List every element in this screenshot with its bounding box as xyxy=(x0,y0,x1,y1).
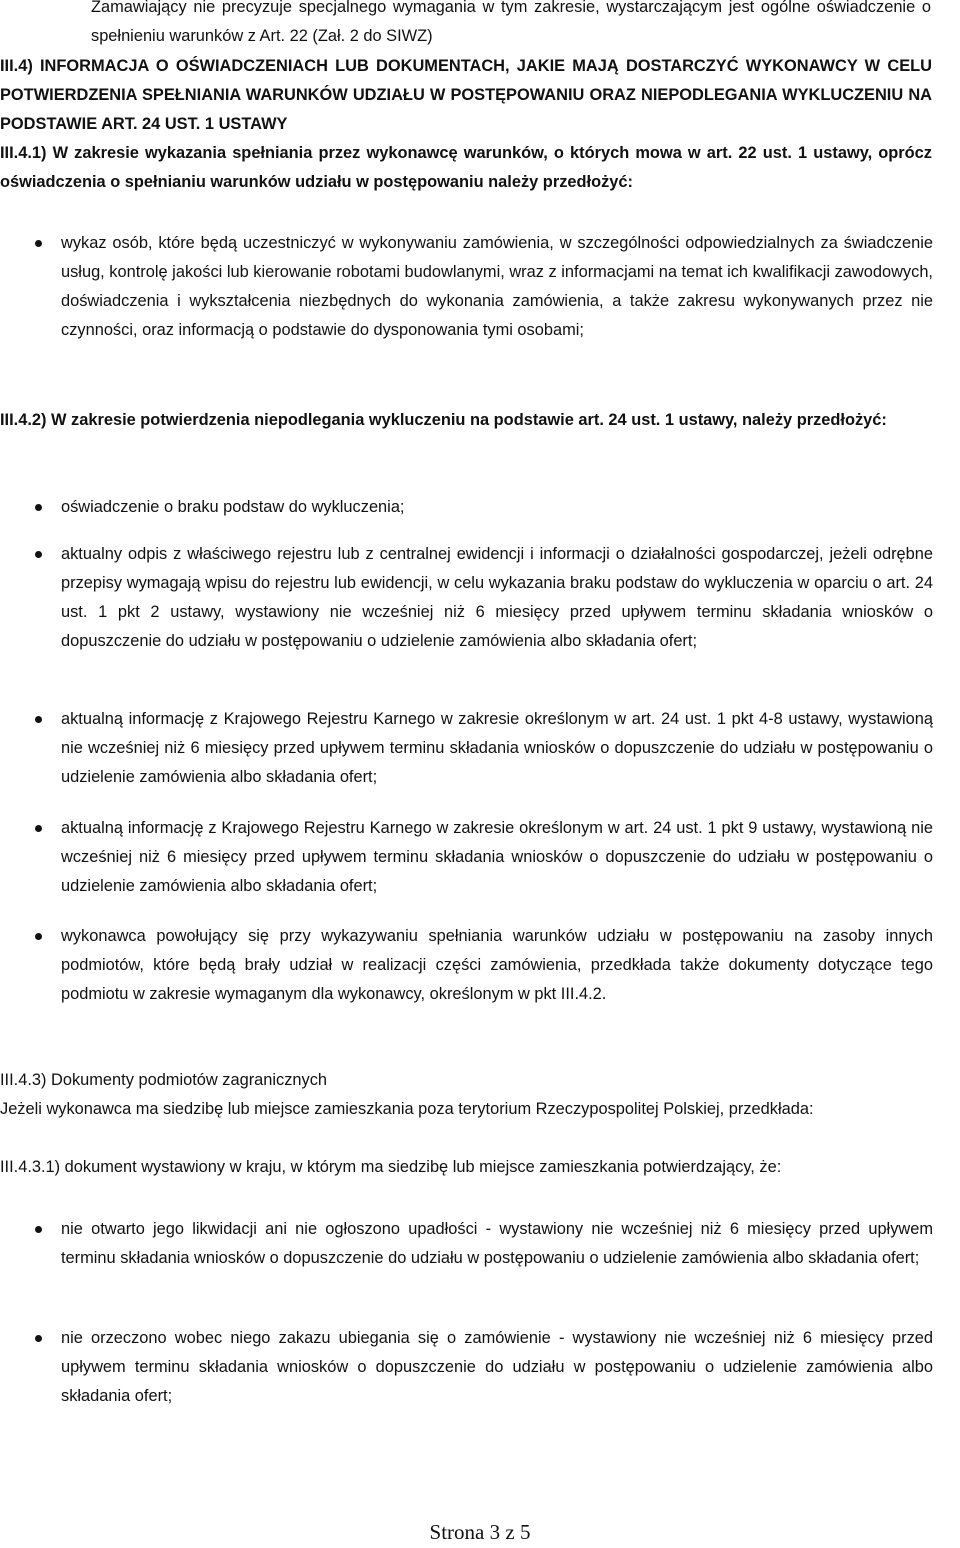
list-item: wykaz osób, które będą uczestniczyć w wykonywaniu zamówienia, w szczególności odpowiedzialnych za świadczenie usług, kontrolę jakości lub kierowanie robotami budowlanymi, wraz z informacjami na temat ich kwalifikacji zawodowych, doświadczenia i wykształcenia niezbędnych do wykonania zamówienia, a także zakresu wykonywanych przez nie czynności, oraz informacją o podstawie do dysponowania tymi osobami; xyxy=(61,234,933,339)
list-item: oświadczenie o braku podstaw do wykluczenia; xyxy=(61,498,405,516)
page-footer: Strona 3 z 5 xyxy=(429,1520,531,1544)
bullet-icon xyxy=(35,716,42,723)
bullet-icon xyxy=(35,1335,42,1342)
section-heading-iii4: III.4) INFORMACJA O OŚWIADCZENIACH LUB DOKUMENTACH, JAKIE MAJĄ DOSTARCZYĆ WYKONAWCY W CELU POTWIERDZENIA SPEŁNIANIA WARUNKÓW UDZIAŁU W POSTĘPOWANIU ORAZ NIEPODLEGANIA WYKLUCZENIU NA PODSTAWIE ART. 24 UST. 1 USTAWY xyxy=(0,57,932,133)
list-item: nie orzeczono wobec niego zakazu ubiegania się o zamówienie - wystawiony nie wcześniej niż 6 miesięcy przed upływem terminu składania wniosków o dopuszczenie do udziału w postępowaniu o udzielenie zamówienia albo składania ofert; xyxy=(61,1329,933,1405)
bullet-icon xyxy=(35,933,42,940)
bullet-icon xyxy=(35,504,42,511)
bullet-icon xyxy=(35,825,42,832)
bullet-icon xyxy=(35,240,42,247)
list-item: nie otwarto jego likwidacji ani nie ogłoszono upadłości - wystawiony nie wcześniej niż 6 miesięcy przed upływem terminu składania wniosków o dopuszczenie do udziału w postępowaniu o udzielenie zamówienia albo składania ofert; xyxy=(61,1220,933,1267)
list-item: aktualną informację z Krajowego Rejestru Karnego w zakresie określonym w art. 24 ust. 1 pkt 4-8 ustawy, wystawioną nie wcześniej niż 6 miesięcy przed upływem terminu składania wniosków o dopuszczenie do udziału w postępowaniu o udzielenie zamówienia albo składania ofert; xyxy=(61,710,933,786)
bullet-icon xyxy=(35,551,42,558)
section-heading-iii42: III.4.2) W zakresie potwierdzenia niepodlegania wykluczeniu na podstawie art. 24 ust. 1 ustawy, należy przedłożyć: xyxy=(0,411,887,429)
bullet-icon xyxy=(35,1226,42,1233)
section-heading-iii41: III.4.1) W zakresie wykazania spełniania przez wykonawcę warunków, o których mowa w art. 22 ust. 1 ustawy, oprócz oświadczenia o spełnianiu warunków udziału w postępowaniu należy przedłożyć: xyxy=(0,144,932,191)
subsection-iii431: III.4.3.1) dokument wystawiony w kraju, w którym ma siedzibę lub miejsce zamieszkania potwierdzający, że: xyxy=(0,1158,782,1176)
paragraph-foreign: Jeżeli wykonawca ma siedzibę lub miejsce zamieszkania poza terytorium Rzeczypospolitej Polskiej, przedkłada: xyxy=(0,1100,814,1118)
section-heading-iii43: III.4.3) Dokumenty podmiotów zagranicznych xyxy=(0,1071,328,1089)
list-item: aktualną informację z Krajowego Rejestru Karnego w zakresie określonym w art. 24 ust. 1 pkt 9 ustawy, wystawioną nie wcześniej niż 6 miesięcy przed upływem terminu składania wniosków o dopuszczenie do udziału w postępowaniu o udzielenie zamówienia albo składania ofert; xyxy=(61,819,933,895)
list-item: aktualny odpis z właściwego rejestru lub z centralnej ewidencji i informacji o działalności gospodarczej, jeżeli odrębne przepisy wymagają wpisu do rejestru lub ewidencji, w celu wykazania braku podstaw do wykluczenia w oparciu o art. 24 ust. 1 pkt 2 ustawy, wystawiony nie wcześniej niż 6 miesięcy przed upływem terminu składania wniosków o dopuszczenie do udziału w postępowaniu o udzielenie zamówienia albo składania ofert; xyxy=(61,545,933,650)
list-item: wykonawca powołujący się przy wykazywaniu spełniania warunków udziału w postępowaniu na zasoby innych podmiotów, które będą brały udział w realizacji części zamówienia, przedkłada także dokumenty dotyczące tego podmiotu w zakresie wymaganym dla wykonawcy, określonym w pkt III.4.2. xyxy=(61,927,933,1003)
intro-paragraph: Zamawiający nie precyzuje specjalnego wymagania w tym zakresie, wystarczającym jest ogólne oświadczenie o spełnieniu warunków z Art. 22 (Zał. 2 do SIWZ) xyxy=(91,0,931,45)
